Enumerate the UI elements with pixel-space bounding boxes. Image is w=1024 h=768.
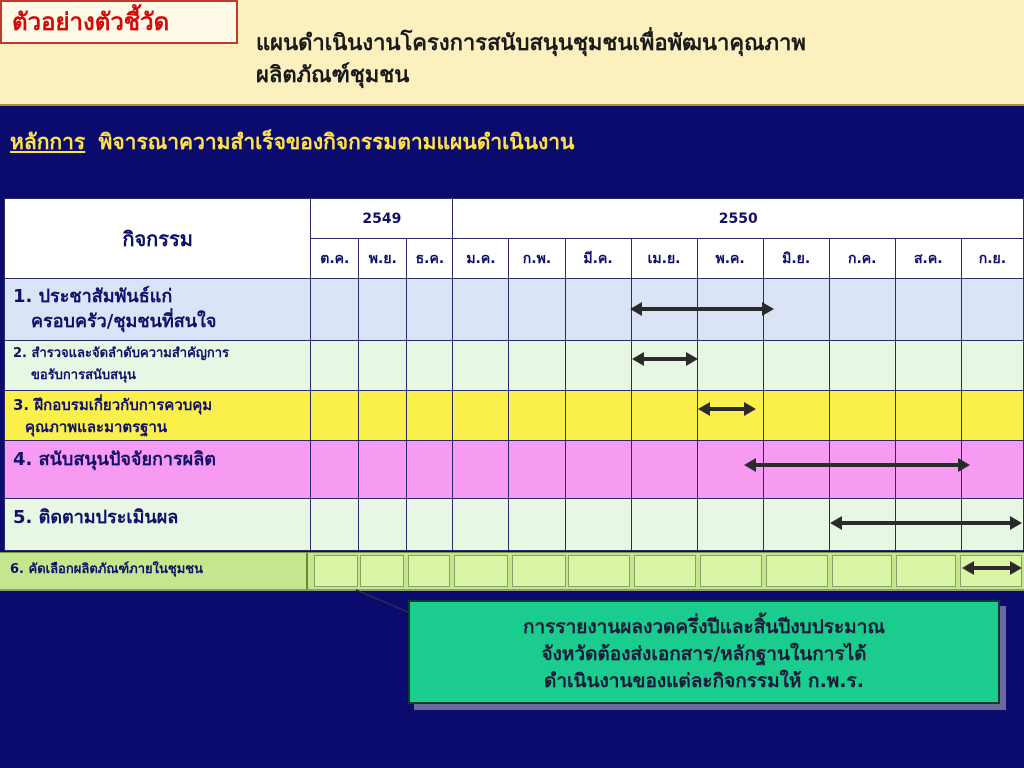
month-header: ธ.ค. xyxy=(407,239,453,279)
activity-3-line-1: 3. ฝึกอบรมเกี่ยวกับการควบคุม xyxy=(13,396,213,414)
activity-2-line-1: 2. สำรวจและจัดลำดับความสำคัญการ xyxy=(13,346,230,361)
month-header: ก.ย. xyxy=(961,239,1023,279)
example-tag: ตัวอย่างตัวชี้วัด xyxy=(0,0,238,44)
month-header: ก.พ. xyxy=(509,239,565,279)
activity-header: กิจกรรม xyxy=(5,199,311,279)
principle-label: หลักการ xyxy=(10,130,86,154)
reporting-note-box xyxy=(408,600,1000,704)
month-header: มี.ค. xyxy=(565,239,631,279)
month-header: ส.ค. xyxy=(895,239,961,279)
title-line-1: แผนดำเนินงานโครงการสนับสนุนชุมชนเพื่อพัฒนาคุณภาพ xyxy=(256,31,806,56)
activity-1-line-1: 1. ประชาสัมพันธ์แก่ xyxy=(13,286,173,307)
month-header: ม.ค. xyxy=(453,239,509,279)
activity-1-line-2: ครอบครัว/ชุมชนที่สนใจ xyxy=(31,311,217,332)
month-header: พ.ย. xyxy=(359,239,407,279)
year-2549-header: 2549 xyxy=(311,199,453,239)
note-line-1: การรายงานผลงวดครึ่งปีและสิ้นปีงบประมาณ xyxy=(522,616,885,638)
year-2550-header: 2550 xyxy=(453,199,1024,239)
activity-2-line-2: ขอรับการสนับสนุน xyxy=(31,368,136,383)
note-line-2: จังหวัดต้องส่งเอกสาร/หลักฐานในการได้ xyxy=(541,643,867,665)
month-header: ต.ค. xyxy=(311,239,359,279)
month-header: เม.ย. xyxy=(631,239,697,279)
month-header: พ.ค. xyxy=(697,239,763,279)
activity-4: 4. สนับสนุนปัจจัยการผลิต xyxy=(5,441,311,499)
title-line-2: ผลิตภัณฑ์ชุมชน xyxy=(256,63,410,88)
note-line-3: ดำเนินงานของแต่ละกิจกรรมให้ ก.พ.ร. xyxy=(544,670,864,692)
principle-text: พิจารณาความสำเร็จของกิจกรรมตามแผนดำเนินงาน xyxy=(98,130,575,154)
month-header: มิ.ย. xyxy=(763,239,829,279)
activity-6: 6. คัดเลือกผลิตภัณฑ์ภายในชุมชน xyxy=(0,553,308,589)
activity-5: 5. ติดตามประเมินผล xyxy=(5,499,311,551)
month-header: ก.ค. xyxy=(829,239,895,279)
activity-3-line-2: คุณภาพและมาตรฐาน xyxy=(25,418,168,436)
